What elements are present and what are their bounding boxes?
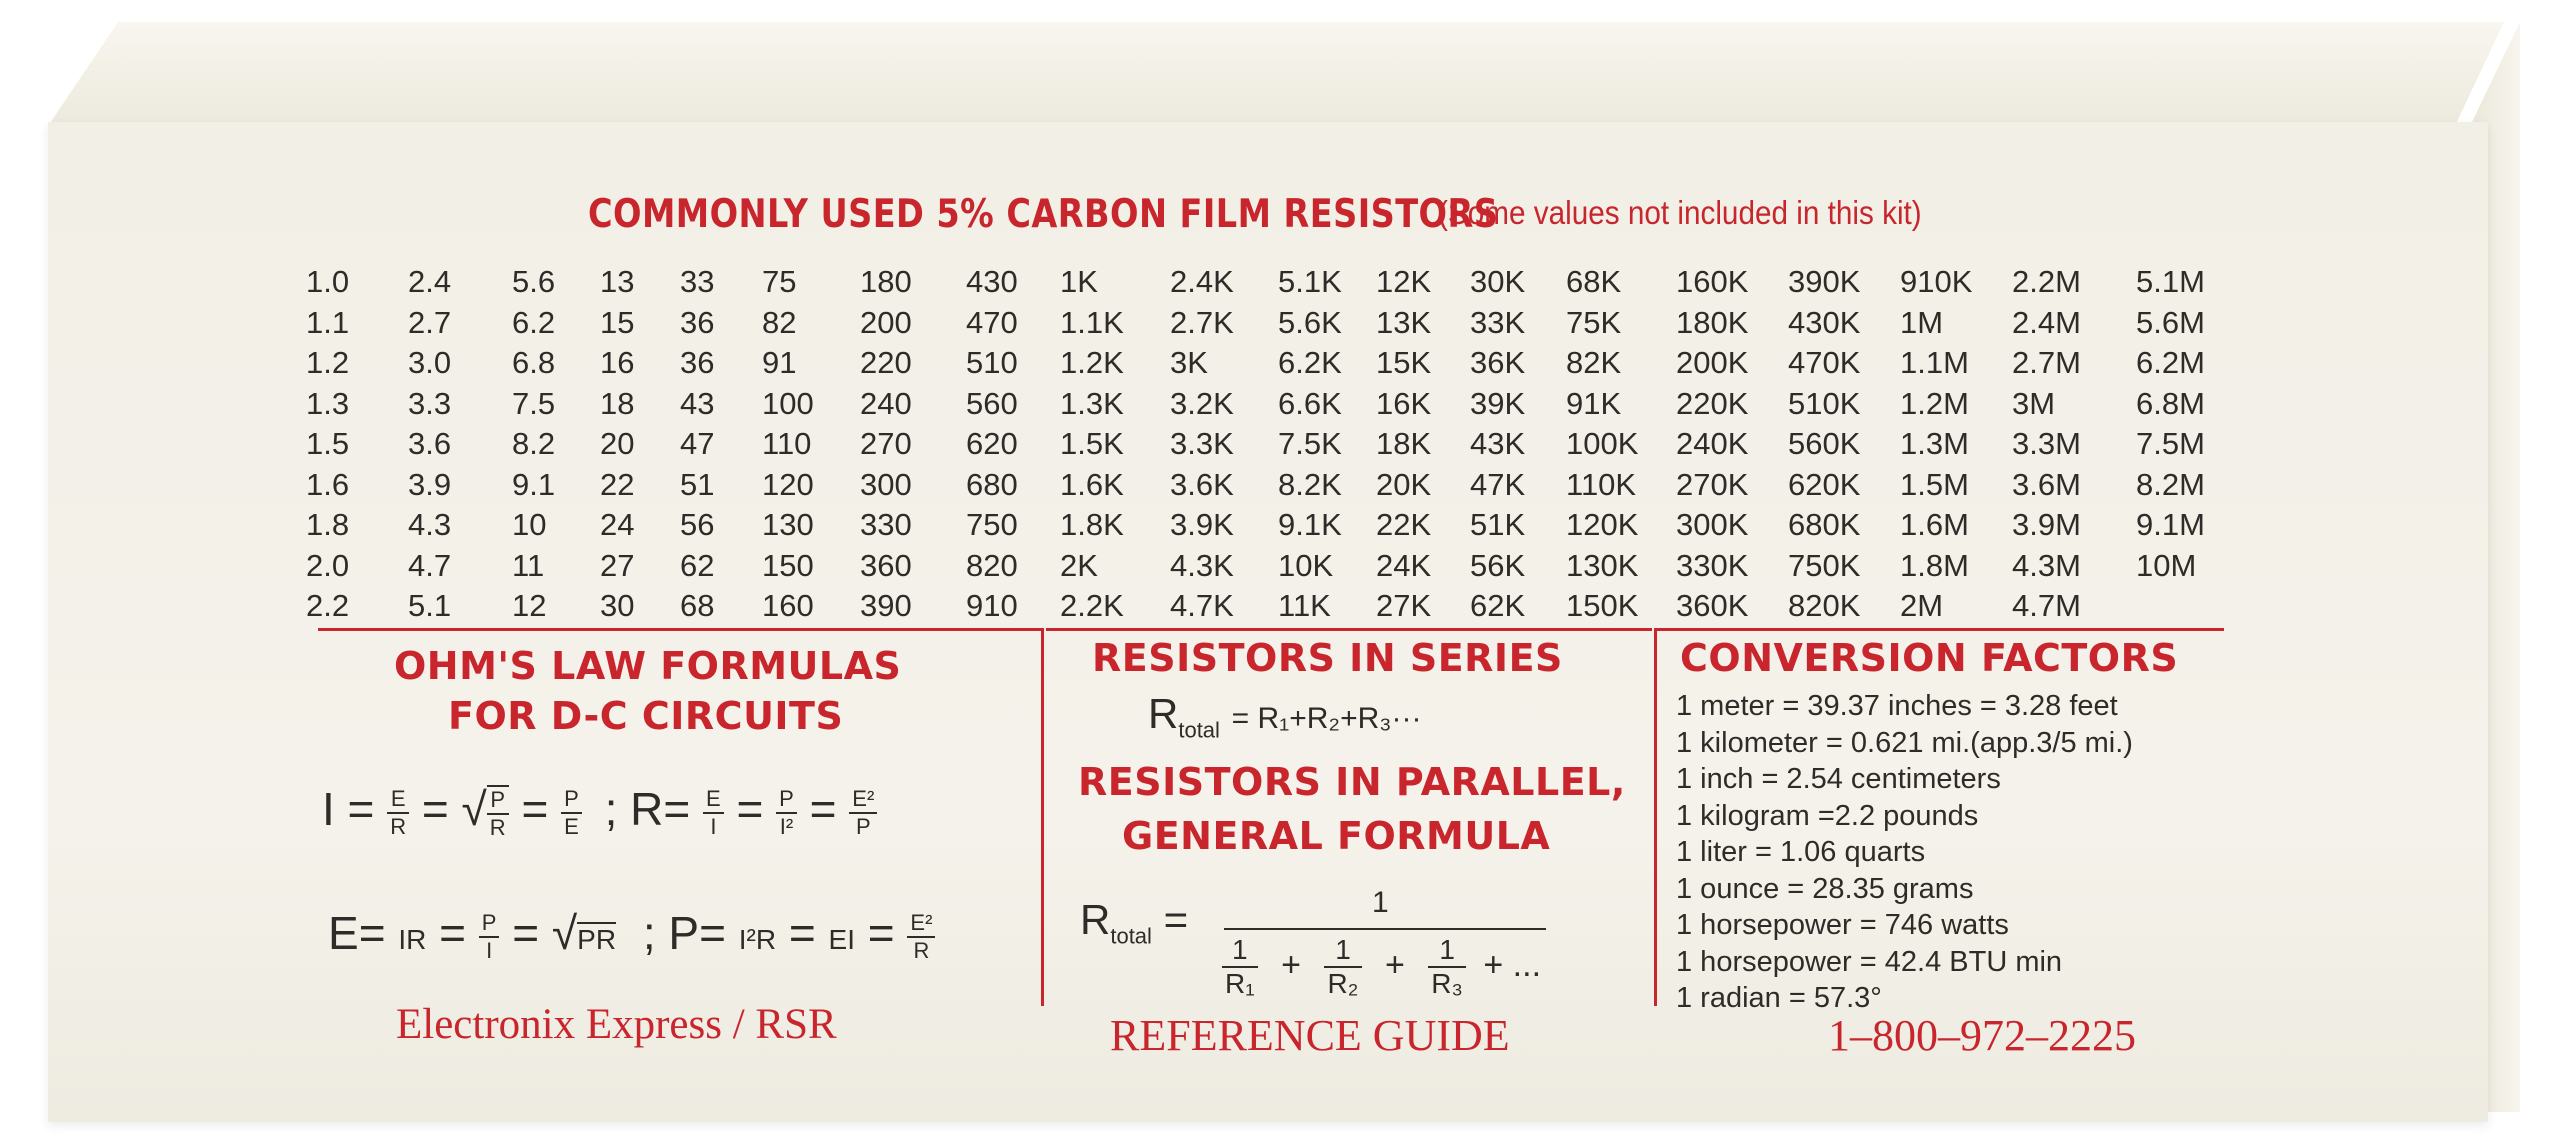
resistor-value: 150 (762, 547, 814, 583)
page-title: COMMONLY USED 5% CARBON FILM RESISTORS (588, 192, 1499, 237)
resistor-value: 8.2K (1278, 466, 1342, 502)
resistor-value: 24 (600, 507, 635, 542)
resistor-value: 820 (966, 547, 1018, 583)
conversion-list (1676, 688, 2133, 1017)
resistor-value: 91 (762, 345, 797, 380)
resistor-value: 2.7 (408, 304, 452, 340)
resistor-value: 560 (966, 385, 1018, 421)
resistor-value: 5.6K (1278, 304, 1342, 340)
resistor-value: 20 (600, 426, 635, 461)
resistor-value: 43K (1470, 426, 1526, 461)
resistor-value: 110 (762, 426, 812, 461)
resistor-value: 240 (860, 385, 912, 421)
resistor-value: 6.2M (2136, 345, 2205, 380)
resistor-value: 120 (762, 466, 814, 502)
resistor-value: 22K (1376, 507, 1432, 542)
resistor-value: 430 (966, 264, 1018, 299)
resistor-value: 6.6K (1278, 385, 1342, 421)
resistor-value: 4.3M (2012, 547, 2081, 583)
resistor-value: 1.5 (306, 426, 350, 461)
resistor-value: 910K (1900, 264, 1973, 299)
resistor-value: 300K (1676, 507, 1749, 542)
resistor-value: 13 (600, 264, 635, 299)
resistor-value: 3.3M (2012, 426, 2081, 461)
parallel-fraction-bar (1224, 928, 1546, 930)
resistor-value: 2.2M (2012, 264, 2081, 299)
resistor-value: 300 (860, 466, 912, 502)
conversion-line: 1 ounce = 28.35 grams (1676, 872, 1974, 905)
resistor-value: 180K (1676, 304, 1749, 340)
divider-vertical-2 (1654, 628, 1657, 1006)
resistor-value: 3.3K (1170, 426, 1234, 461)
resistor-value: 36 (680, 345, 715, 380)
resistor-value: 1.1K (1060, 304, 1124, 340)
resistor-value: 5.1M (2136, 264, 2205, 299)
resistor-value: 220K (1676, 385, 1749, 421)
resistor-value: 30 (600, 588, 635, 623)
resistor-column (1676, 262, 1796, 627)
conversion-line: 1 horsepower = 746 watts (1676, 909, 2009, 941)
resistor-value: 750 (966, 507, 1018, 542)
resistor-column (408, 262, 528, 627)
ohms-formula-row-2: E= IR = $\frac{P}{I}$ = √PR ; P= I²R = EI = $\frac{\text{E²}}{R}$ (328, 906, 935, 964)
resistor-value: 5.6 (512, 264, 556, 299)
resistor-value: 330 (860, 507, 912, 542)
conversion-line: 1 meter = 39.37 inches = 3.28 feet (1676, 690, 2118, 722)
resistor-value: 62K (1470, 588, 1526, 623)
resistor-value: 8.2M (2136, 466, 2205, 502)
resistor-value: 1.6 (306, 466, 350, 502)
resistor-value: 3.6 (408, 426, 452, 461)
resistor-value: 3.9K (1170, 507, 1234, 542)
ohms-formula-row-1: I = $\frac{E}{R}$ = √ $\frac{P}{R}$ = $\frac{P}{E}$ ; R= $\frac{E}{I}$ = $\frac{P}{\text{I²}}$ = $\frac{\text{E²}}{P}$ (322, 782, 877, 841)
resistor-value: 150K (1566, 588, 1639, 623)
resistor-value: 16K (1376, 385, 1432, 421)
resistor-value: 1.8K (1060, 507, 1124, 542)
ohms-law-heading-1: OHM'S LAW FORMULAS (394, 644, 902, 688)
resistor-value: 1.6K (1060, 466, 1124, 502)
conversion-heading: CONVERSION FACTORS (1680, 636, 2179, 680)
resistor-value: 240K (1676, 426, 1749, 461)
divider-vertical-1 (1041, 628, 1044, 1006)
resistor-column (1170, 262, 1290, 627)
resistor-value: 1K (1060, 264, 1098, 299)
resistor-value: 11 (512, 547, 545, 583)
resistor-value: 75K (1566, 304, 1622, 340)
resistor-column (2136, 262, 2256, 627)
resistor-value: 510K (1788, 385, 1861, 421)
resistor-value: 360 (860, 547, 912, 583)
resistor-value: 2.4M (2012, 304, 2081, 340)
resistor-value: 3K (1170, 345, 1208, 380)
resistor-value: 13K (1376, 304, 1432, 340)
resistor-value: 10M (2136, 547, 2197, 583)
resistor-value: 11K (1278, 588, 1331, 623)
resistor-value: 3M (2012, 385, 2056, 421)
resistor-value: 680 (966, 466, 1018, 502)
resistor-value: 8.2 (512, 426, 556, 461)
series-formula: $R_{total} = R_1+R_2+R_3\cdot\cdot\cdot$ (1148, 690, 1422, 743)
resistor-value: 16 (600, 345, 635, 380)
resistor-value: 430K (1788, 304, 1861, 340)
resistor-value: 390 (860, 588, 912, 623)
resistor-value: 1.5M (1900, 466, 1969, 502)
resistor-value: 1.3 (306, 385, 350, 421)
resistor-value: 36K (1470, 345, 1526, 380)
resistor-value: 3.6K (1170, 466, 1234, 502)
resistor-value: 12 (512, 588, 547, 623)
resistor-value: 1.5K (1060, 426, 1124, 461)
resistor-value: 18K (1376, 426, 1432, 461)
resistor-value: 4.7M (2012, 588, 2081, 623)
resistor-value: 4.3K (1170, 547, 1234, 583)
resistor-value: 10 (512, 507, 547, 542)
resistor-value: 9.1K (1278, 507, 1342, 542)
resistor-value: 56K (1470, 547, 1526, 583)
conversion-line: 1 kilometer = 0.621 mi.(app.3/5 mi.) (1676, 726, 2133, 759)
parallel-denominator: $\frac{1}{\text{R₁}}$ + $\frac{1}{\text{R₂}}$ + $\frac{1}{\text{R₃}}$ + ... (1222, 934, 1541, 1000)
resistor-value: 36 (680, 304, 715, 340)
resistor-value: 33K (1470, 304, 1526, 340)
resistor-column (1060, 262, 1180, 627)
resistor-value: 100K (1566, 426, 1639, 461)
footer-guide: REFERENCE GUIDE (1110, 1011, 1510, 1060)
resistor-value: 3.6M (2012, 466, 2081, 502)
conversion-line: 1 horsepower = 42.4 BTU min (1676, 945, 2063, 978)
resistor-value: 22 (600, 466, 635, 502)
resistor-value: 180 (860, 264, 912, 299)
resistor-value: 3.2K (1170, 385, 1234, 421)
resistor-value: 10K (1278, 547, 1334, 583)
resistor-value: 130 (762, 507, 814, 542)
resistor-value: 3.9M (2012, 507, 2081, 542)
resistor-value: 24K (1376, 547, 1432, 583)
resistor-value: 68 (680, 588, 715, 623)
resistor-value: 130K (1566, 547, 1639, 583)
resistor-value: 7.5K (1278, 426, 1342, 461)
resistor-value: 7.5M (2136, 426, 2205, 461)
resistor-value: 2.7M (2012, 345, 2081, 380)
resistor-value: 1.1M (1900, 345, 1969, 380)
resistor-value: 620 (966, 426, 1018, 461)
resistor-value: 6.8 (512, 345, 556, 380)
resistor-value: 200K (1676, 345, 1749, 380)
resistor-column (1566, 262, 1686, 627)
resistor-value: 2.7K (1170, 304, 1234, 340)
resistor-value: 2.2K (1060, 588, 1124, 623)
resistor-value: 51 (680, 466, 715, 502)
resistor-value: 1M (1900, 304, 1944, 340)
resistor-value: 1.3K (1060, 385, 1124, 421)
resistor-value: 18 (600, 385, 635, 421)
resistor-value: 75 (762, 264, 797, 299)
parallel-formula-lhs: $R_{total}$ = (1080, 896, 1189, 949)
resistor-value: 2M (1900, 588, 1944, 623)
resistor-value: 470 (966, 304, 1018, 340)
resistor-value: 560K (1788, 426, 1861, 461)
resistor-value: 1.1 (306, 304, 350, 340)
conversion-line: 1 inch = 2.54 centimeters (1676, 763, 2001, 795)
box-top-face (48, 22, 2504, 126)
resistor-value: 330K (1676, 547, 1749, 583)
resistor-value: 1.2 (306, 345, 350, 380)
resistor-value: 160K (1676, 264, 1749, 299)
resistor-value: 4.7 (408, 547, 452, 583)
resistor-value: 9.1M (2136, 507, 2205, 542)
parallel-heading-2: GENERAL FORMULA (1122, 814, 1551, 858)
resistor-value: 110K (1566, 466, 1637, 502)
resistor-value: 2.0 (306, 547, 350, 583)
resistor-value: 82 (762, 304, 797, 340)
resistor-value: 51K (1470, 507, 1526, 542)
resistor-column (860, 262, 980, 627)
resistor-value: 1.8M (1900, 547, 1969, 583)
resistor-value: 27K (1376, 588, 1432, 623)
resistor-value: 750K (1788, 547, 1861, 583)
conversion-line: 1 radian = 57.3° (1676, 982, 1882, 1014)
resistor-value: 200 (860, 304, 912, 340)
resistor-value: 82K (1566, 345, 1622, 380)
resistor-value: 270K (1676, 466, 1749, 502)
resistor-value: 56 (680, 507, 715, 542)
resistor-value: 15K (1376, 345, 1432, 380)
divider-right (1656, 628, 2224, 631)
resistor-value: 62 (680, 547, 715, 583)
resistor-value: 9.1 (512, 466, 556, 502)
resistor-value: 6.2 (512, 304, 556, 340)
resistor-value: 91K (1566, 385, 1622, 421)
resistor-value: 68K (1566, 264, 1622, 299)
resistor-value: 47K (1470, 466, 1526, 502)
divider-center (1046, 628, 1652, 631)
resistor-value: 5.1K (1278, 264, 1342, 299)
resistor-value: 120K (1566, 507, 1639, 542)
resistor-value: 390K (1788, 264, 1861, 299)
resistor-value: 3.0 (408, 345, 452, 380)
resistor-column (1900, 262, 2020, 627)
resistor-value: 7.5 (512, 385, 556, 421)
resistor-value: 1.0 (306, 264, 350, 299)
resistor-column (1788, 262, 1908, 627)
resistor-value: 4.7K (1170, 588, 1234, 623)
resistor-value: 3.3 (408, 385, 452, 421)
ohms-law-heading-2: FOR D-C CIRCUITS (448, 694, 844, 738)
page-subtitle: (Some values not included in this kit) (1438, 194, 1922, 231)
resistor-value: 1.8 (306, 507, 350, 542)
parallel-heading-1: RESISTORS IN PARALLEL, (1078, 760, 1626, 804)
footer-phone: 1–800–972–2225 (1828, 1011, 2136, 1060)
resistor-value: 33 (680, 264, 715, 299)
resistor-value: 4.3 (408, 507, 452, 542)
resistor-value: 360K (1676, 588, 1749, 623)
resistor-value: 27 (600, 547, 635, 583)
resistor-value: 12K (1376, 264, 1432, 299)
conversion-line: 1 kilogram =2.2 pounds (1676, 799, 1979, 832)
series-heading: RESISTORS IN SERIES (1092, 636, 1563, 680)
resistor-value: 1.6M (1900, 507, 1969, 542)
resistor-value: 6.8M (2136, 385, 2205, 421)
resistor-value: 100 (762, 385, 814, 421)
resistor-value: 20K (1376, 466, 1432, 502)
parallel-numerator: 1 (1372, 886, 1389, 919)
resistor-value: 510 (966, 345, 1018, 380)
resistor-value: 620K (1788, 466, 1861, 502)
resistor-value: 910 (966, 588, 1018, 623)
resistor-value: 470K (1788, 345, 1861, 380)
resistor-value: 820K (1788, 588, 1861, 623)
resistor-value: 680K (1788, 507, 1861, 542)
resistor-value: 1.2K (1060, 345, 1124, 380)
conversion-line: 1 liter = 1.06 quarts (1676, 836, 1926, 868)
resistor-column (2012, 262, 2132, 627)
divider-left (318, 628, 1042, 631)
resistor-value (2136, 586, 2256, 627)
resistor-value: 47 (680, 426, 715, 461)
footer-brand: Electronix Express / RSR (396, 1001, 837, 1048)
resistor-value: 43 (680, 385, 715, 421)
resistor-value: 220 (860, 345, 912, 380)
resistor-value: 160 (762, 588, 814, 623)
resistor-value: 39K (1470, 385, 1526, 421)
resistor-value: 2.4 (408, 264, 452, 299)
resistor-value: 2K (1060, 547, 1098, 583)
resistor-value: 30K (1470, 264, 1526, 299)
resistor-value: 3.9 (408, 466, 452, 502)
resistor-value: 1.2M (1900, 385, 1969, 421)
resistor-value: 2.2 (306, 588, 350, 623)
resistor-value: 270 (860, 426, 912, 461)
resistor-value: 15 (600, 304, 635, 340)
resistor-value: 5.6M (2136, 304, 2205, 340)
resistor-value: 6.2K (1278, 345, 1342, 380)
resistor-value: 1.3M (1900, 426, 1969, 461)
resistor-value: 2.4K (1170, 264, 1234, 299)
resistor-value: 5.1 (408, 588, 452, 623)
